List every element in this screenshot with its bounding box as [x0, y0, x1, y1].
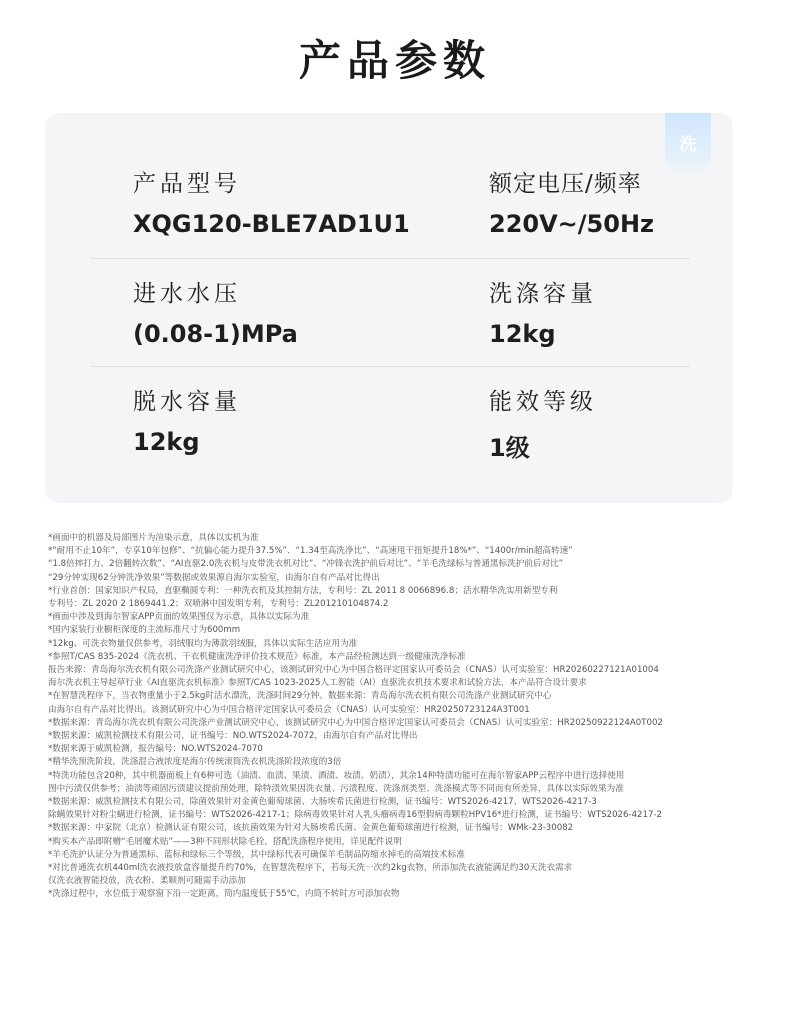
note-line: *数据来源：威凯检测技术有限公司，除菌效果针对金黄色葡萄球菌、大肠埃希氏菌进行检测，证书编号：WTS2026-4217、WTS2026-4217-3 — [48, 797, 597, 808]
note-line: *在智慧洗程序下，当衣物重量小于2.5kg时活水漂洗，洗涤时间29分钟。数据来源：青岛海尔洗衣机有限公司洗涤产业测试研究中心 — [48, 691, 552, 702]
note-line: 海尔洗衣机主导起草行业《AI直驱洗衣机标准》参照T/CAS 1023-2025人工智能（AI）直驱洗衣机技术要求和试验方法，本产品符合设计要求 — [48, 678, 587, 689]
note-line: 专利号：ZL 2020 2 1869441.2；双喷淋中国发明专利，专利号：ZL201210104874.2 — [48, 599, 389, 610]
note-line: *12kg、可洗衣物量仅供参考，羽绒服均为薄款羽绒服，具体以实际生活应用为准 — [48, 638, 358, 649]
wash-badge-label: 洗 — [679, 135, 697, 155]
spec-value-wash-capacity: 12kg — [489, 320, 556, 348]
spec-value-spin-capacity: 12kg — [133, 428, 200, 456]
spec-label-water-pressure: 进水水压 — [133, 281, 241, 307]
note-line: 除螨效果针对粉尘螨进行检测，证书编号：WTS2026-4217-1；除病毒效果针对人乳头瘤病毒16型假病毒颗粒HPV16*进行检测，证书编号：WTS2026-4217-2 — [48, 810, 663, 821]
note-line: *画面中的机器及局部图片为渲染示意，具体以实机为准 — [48, 533, 259, 543]
note-line: “29分钟实现62分钟洗净效果”等数据或效果源自海尔实验室，由海尔自有产品对比得出 — [48, 572, 380, 583]
spec-label-model: 产品型号 — [133, 171, 241, 197]
spec-value-model: XQG120-BLE7AD1U1 — [133, 210, 410, 238]
wash-badge — [665, 113, 711, 177]
spec-label-wash-capacity: 洗涤容量 — [489, 281, 597, 307]
note-line: 图中污渍仅供参考；油渍等顽固污渍建议提前预处理，除特渍效果因洗衣量、污渍程度、洗涤剂类型、洗涤模式等不同而有所差异，具体以实际效果为准 — [48, 783, 624, 794]
note-line: *行业首创：国家知识产权局，直驱椭圆专利：一种洗衣机及其控制方法，专利号：ZL 2011 8 0066896.8；活水精华洗实用新型专利 — [48, 585, 558, 596]
spec-label-energy-grade: 能效等级 — [489, 389, 597, 415]
note-line: *特洗功能包含20种，其中机器面板上有6种可选（油渍、血渍、果渍、酒渍、妆渍、奶渍），其余14种特渍功能可在海尔智家APP云程序中进行选择使用 — [48, 770, 625, 781]
note-line: *参照T/CAS 835-2024《洗衣机、干衣机健康洗净评价技术规范》标准，本产品经检测达到一级健康洗净标准 — [48, 651, 466, 662]
note-line: 报告来源：青岛海尔洗衣机有限公司洗涤产业测试研究中心，该测试研究中心为中国合格评定国家认可委员会（CNAS）认可实验室：HR20260227121A01004 — [48, 665, 659, 676]
note-line: *数据来源：青岛海尔洗衣机有限公司洗涤产业测试研究中心，该测试研究中心为中国合格评定国家认可委员会（CNAS）认可实验室：HR20250922124A0T002 — [48, 717, 663, 728]
spec-divider — [90, 258, 690, 259]
note-line: *购买本产品即附赠“毛屑魔术贴”——3种不同形状除毛栓，搭配洗涤程序使用，详见配件说明 — [48, 836, 402, 847]
note-line: *精华洗预洗阶段，洗涤混合液浓度是海尔传统滚筒洗衣机洗涤阶段浓度的3倍 — [48, 757, 342, 768]
note-line: *画面中涉及到海尔智家APP页面的效果图仅为示意，具体以实际为准 — [48, 612, 310, 623]
note-line: *对比普通洗衣机440ml洗衣液投放盒容量提升约70%，在智慧洗程序下，若每天洗一次约2kg衣物，所添加洗衣液能满足约30天洗衣需求 — [48, 863, 573, 874]
page-title: 产品参数 — [298, 36, 491, 85]
note-line: *“耐用不止10年”，专享10年包修”、“抗偏心能力提升37.5%”、“1.34至高洗净比”、“高速甩干扭矩提升18%*”、“1400r/min超高转速” — [48, 546, 573, 557]
disclaimer-notes — [48, 532, 760, 902]
note-line: *羊毛洗护认证分为普通黑标、蓝标和绿标三个等级，其中绿标代表可确保羊毛制品防缩水掉毛的高端技术标准 — [48, 849, 465, 860]
note-line: 由海尔自有产品对比得出。该测试研究中心为中国合格评定国家认可委员会（CNAS）认可实验室：HR20250723124A3T001 — [48, 704, 530, 715]
note-line: *洗涤过程中，水位低于观察窗下沿一定距离，筒内温度低于55℃，内筒不转时方可添加衣物 — [48, 889, 400, 900]
note-line: “1.8倍摔打力、2倍翻转次数”、“AI直驱2.0洗衣机与皮带洗衣机对比”、“冲锋衣洗护前后对比”、“羊毛洗绿标与普通黑标洗护前后对比” — [48, 559, 564, 570]
spec-value-voltage: 220V~/50Hz — [489, 210, 654, 238]
note-line: *数据来源：中家院（北京）检测认证有限公司，该抗菌效果为针对大肠埃希氏菌、金黄色葡萄球菌进行检测，证书编号：WMk-23-30082 — [48, 823, 574, 834]
spec-divider — [90, 366, 690, 367]
spec-value-water-pressure: (0.08-1)MPa — [133, 320, 298, 348]
spec-value-energy-grade: 1级 — [489, 434, 530, 462]
note-line: *国内家装行业橱柜深度的主流标准尺寸为600mm — [48, 625, 241, 636]
note-line: 仅洗衣液智能投放，洗衣粉、柔顺剂可随需手动添加 — [48, 876, 246, 887]
note-line: *数据来源于威凯检测，报告编号：NO.WTS2024-7070 — [48, 744, 263, 755]
spec-label-voltage: 额定电压/频率 — [489, 171, 642, 197]
note-line: *数据来源：威凯检测技术有限公司，证书编号：NO.WTS2024-7072，由海尔自有产品对比得出 — [48, 731, 418, 742]
spec-label-spin-capacity: 脱水容量 — [133, 389, 241, 415]
